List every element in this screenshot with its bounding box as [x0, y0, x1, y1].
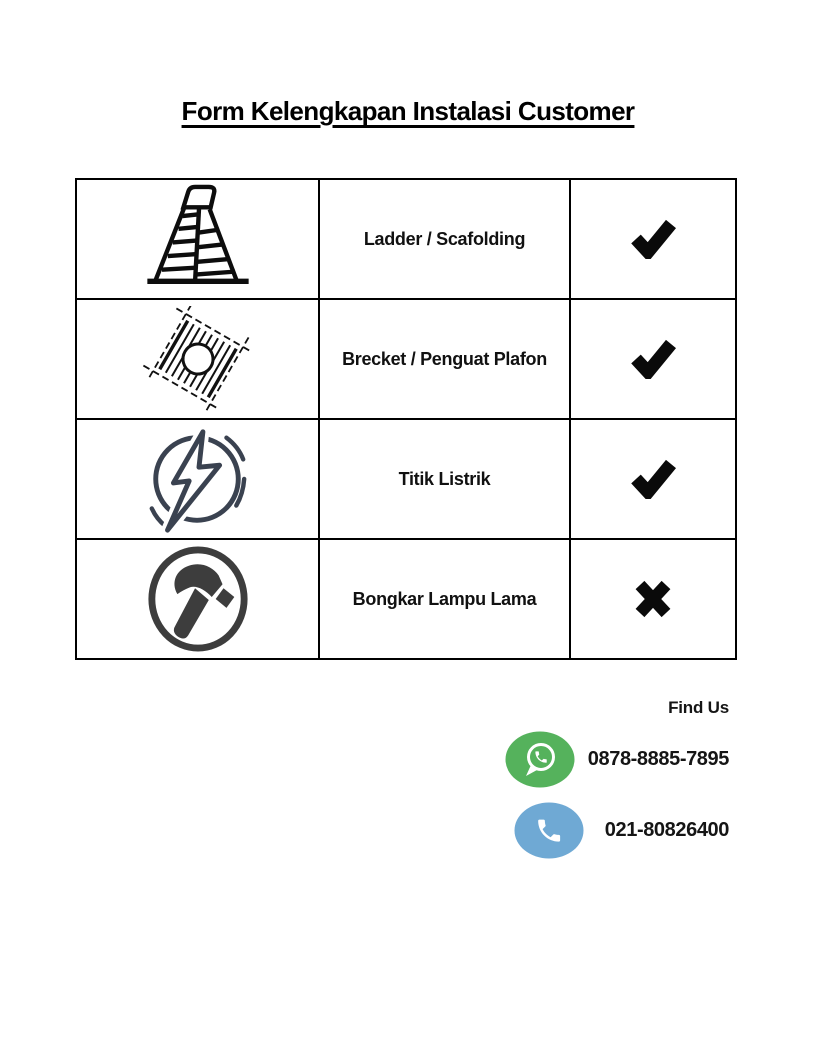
whatsapp-contact-row [493, 731, 729, 788]
phone-number: 021-80826400 [604, 819, 729, 841]
phone-contact-row [493, 802, 729, 859]
row-label: Ladder / Scafolding [363, 228, 526, 249]
contact-section [493, 698, 729, 873]
page-title: Form Kelengkapan Instalasi Customer [181, 96, 635, 126]
check-mark-icon [630, 339, 676, 379]
check-mark-icon [630, 219, 676, 259]
cross-mark-icon [631, 578, 675, 620]
table-row [76, 539, 736, 659]
installation-checklist-table [75, 178, 737, 660]
whatsapp-icon [505, 731, 575, 788]
row-label: Titik Listrik [398, 468, 491, 489]
whatsapp-number: 0878-8885-7895 [587, 748, 729, 770]
hammer-icon [139, 545, 257, 653]
check-mark-icon [630, 459, 676, 499]
ladder-icon [139, 183, 257, 295]
table-row [76, 419, 736, 539]
row-label: Brecket / Penguat Plafon [342, 348, 547, 369]
row-label: Bongkar Lampu Lama [352, 588, 537, 609]
table-row [76, 179, 736, 299]
table-row [76, 299, 736, 419]
find-us-heading: Find Us [668, 698, 729, 717]
electricity-icon [141, 423, 254, 536]
phone-call-icon [514, 802, 584, 859]
ceiling-bracket-icon [132, 306, 264, 412]
